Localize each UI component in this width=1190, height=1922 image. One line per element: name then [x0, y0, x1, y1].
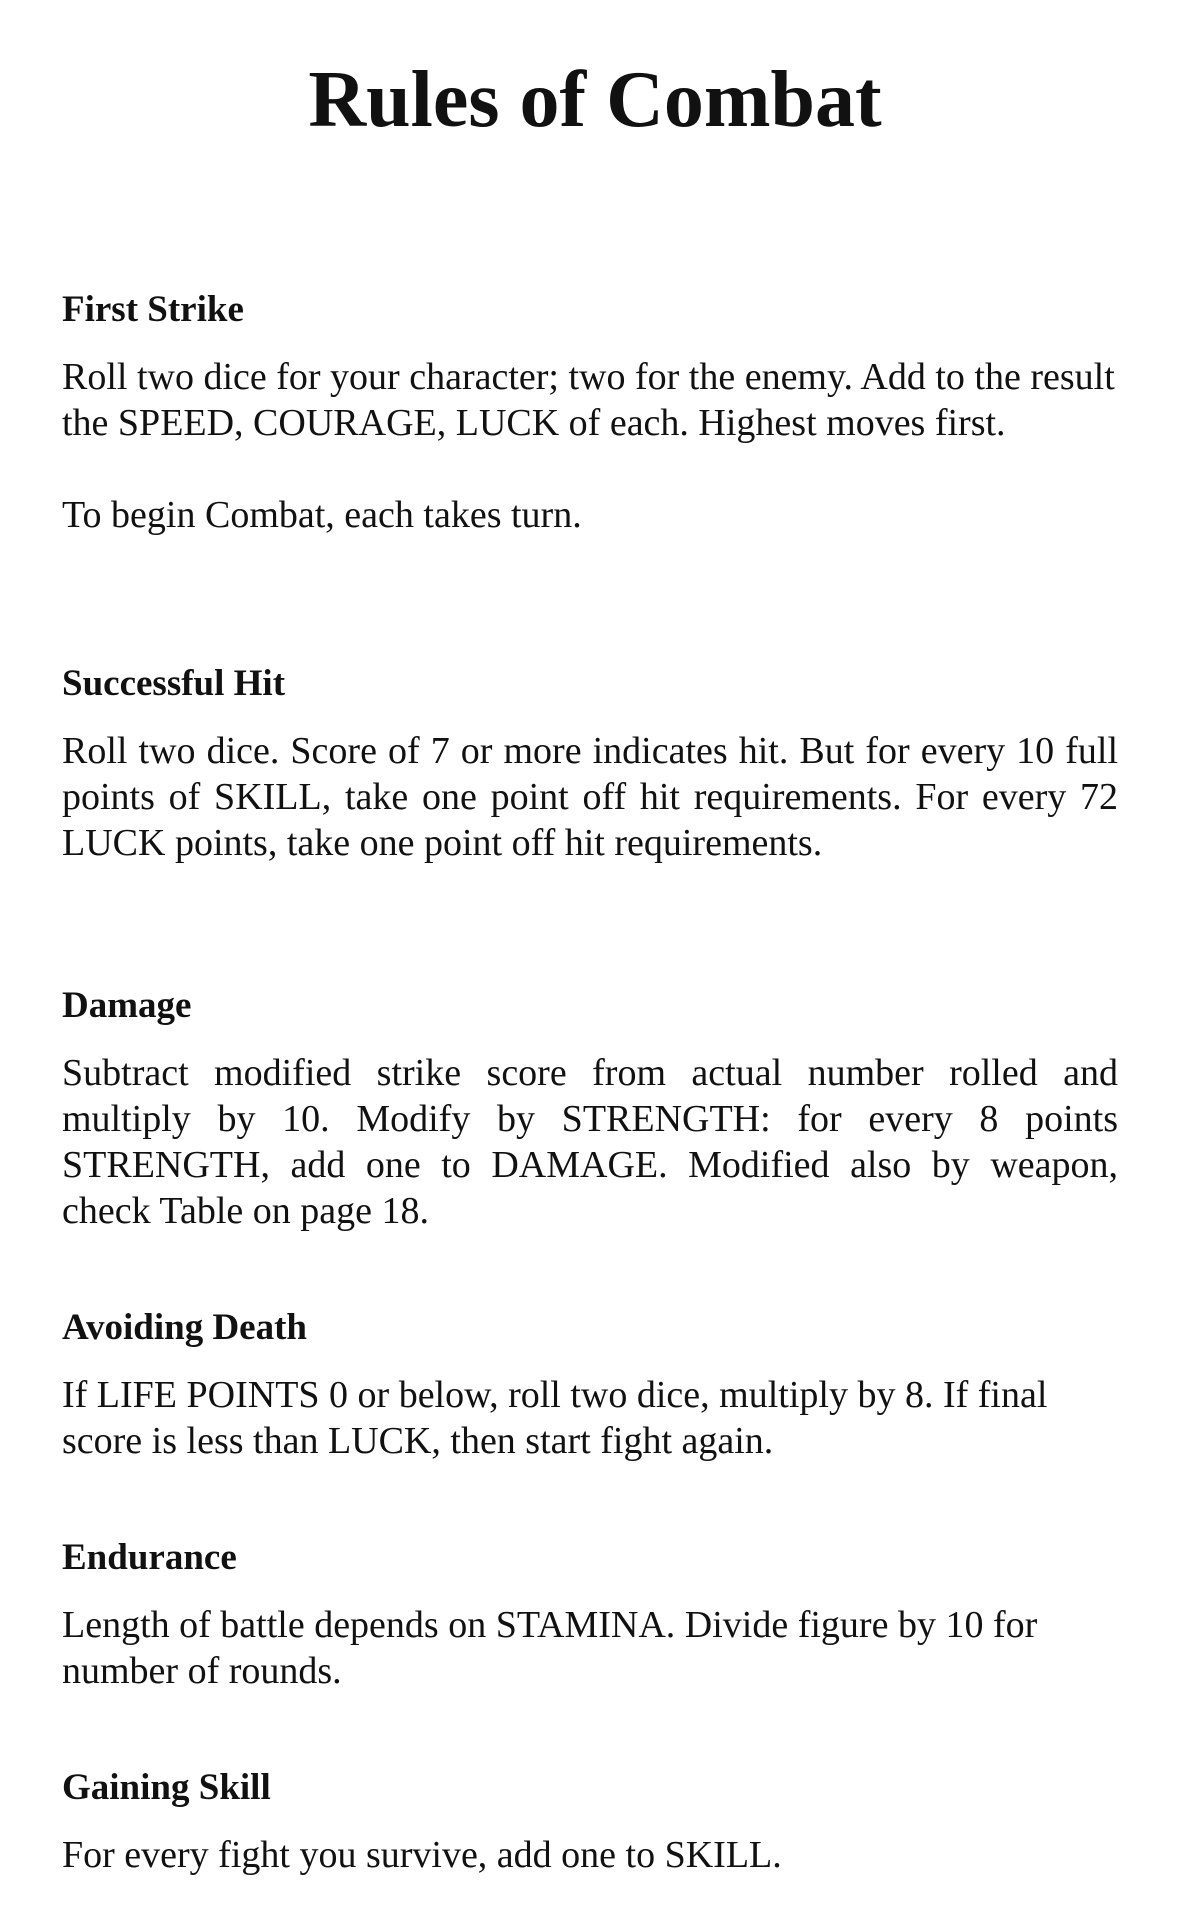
section-paragraph: Subtract modified strike score from actual number rolled and multiply by 10. Modify by STRENGTH: for every 8 points STRENGTH, add one to DAMAGE. Modified also by weapon, check Table on page 18.: [62, 1052, 1118, 1233]
section-damage: [62, 984, 1118, 1234]
section-heading: First Strike: [62, 289, 244, 330]
section-paragraph: To begin Combat, each takes turn.: [62, 494, 582, 537]
section-paragraph: Roll two dice for your character; two for the enemy. Add to the result the SPEED, COURAGE, LUCK of each. Highest moves first.: [62, 356, 1115, 445]
section-paragraph: For every fight you survive, add one to SKILL.: [62, 1834, 782, 1877]
section-gaining-skill: [62, 1766, 1118, 1878]
section-heading: Avoiding Death: [62, 1307, 307, 1348]
section-heading: Damage: [62, 985, 192, 1026]
section-successful-hit: [62, 662, 1118, 866]
section-paragraph: If LIFE POINTS 0 or below, roll two dice, multiply by 8. If final score is less than LUCK, then start fight again.: [62, 1374, 1048, 1463]
section-paragraph: Roll two dice. Score of 7 or more indicates hit. But for every 10 full points of SKILL, take one point off hit requirements. For every 72 LUCK points, take one point off hit requirements.: [62, 730, 1118, 865]
section-avoiding-death: [62, 1306, 1118, 1464]
section-heading: Endurance: [62, 1537, 237, 1578]
section-first-strike: [62, 288, 1118, 538]
section-heading: Gaining Skill: [62, 1767, 271, 1808]
page-title: Rules of Combat: [308, 56, 882, 144]
section-heading: Successful Hit: [62, 663, 286, 704]
section-paragraph: Length of battle depends on STAMINA. Divide figure by 10 for number of rounds.: [62, 1604, 1038, 1693]
section-endurance: [62, 1536, 1118, 1694]
